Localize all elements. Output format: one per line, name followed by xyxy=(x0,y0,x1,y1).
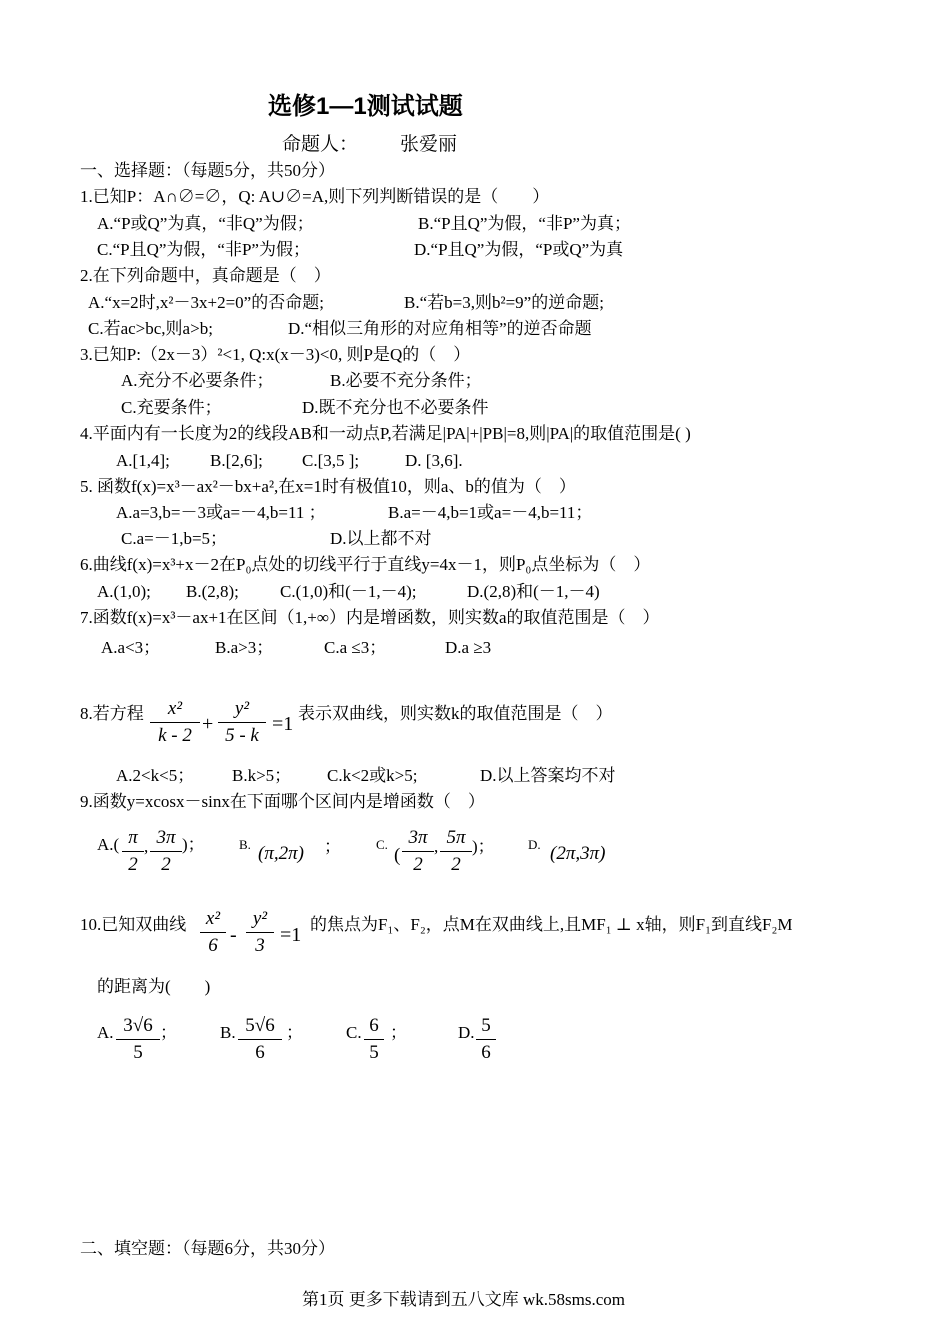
q8-fraction-1-denominator: k - 2 xyxy=(158,725,192,746)
q9-c-den1: 2 xyxy=(413,854,423,875)
q9-a-den1: 2 xyxy=(128,854,138,875)
q9-c-end: )； xyxy=(472,837,495,856)
q5-option-d: D.以上都不对 xyxy=(330,529,432,548)
q10-option-a-label: A. xyxy=(97,1023,114,1042)
q10-option-b-fraction xyxy=(238,1014,282,1065)
q9-option-d-value: (2π,3π) xyxy=(550,843,606,864)
q4-option-d: D. [3,6]. xyxy=(405,451,463,470)
page-title: 选修1—1测试试题 xyxy=(268,93,463,120)
section2-heading: 二、填空题：（每题6分，共30分） xyxy=(80,1239,335,1258)
q10-d-num: 5 xyxy=(481,1015,491,1036)
q9-stem: 9.函数y=xcosx－sinx在下面哪个区间内是增函数（ ） xyxy=(80,792,485,811)
q9-a-num2: 3π xyxy=(156,827,176,848)
q8-fraction-1-numerator: x² xyxy=(167,698,183,719)
section1-heading: 一、选择题：（每题5分，共50分） xyxy=(80,161,335,180)
q9-b-end: ； xyxy=(324,837,341,856)
q6-option-d: D.(2,8)和(－1,－4) xyxy=(467,582,600,601)
q8-fraction-2-numerator: y² xyxy=(234,698,250,719)
q4-option-a: A.[1,4]; xyxy=(116,451,170,470)
q9-c-num2: 5π xyxy=(446,827,466,848)
q10-option-d-fraction xyxy=(476,1014,496,1065)
q10-b-sep: ； xyxy=(286,1023,303,1042)
q10-den2: 3 xyxy=(255,935,265,956)
q9-a-end: )； xyxy=(182,835,205,854)
q9-c-den2: 2 xyxy=(451,854,461,875)
q10-line2: 的距离为( ) xyxy=(97,977,211,996)
q1-option-b: B.“P且Q”为假，“非P”为真； xyxy=(418,214,631,233)
q2-option-a: A.“x=2时,x²－3x+2=0”的否命题; xyxy=(88,293,324,312)
q10-fraction-1 xyxy=(200,907,226,958)
q9-a-num1: π xyxy=(128,827,138,848)
q7-option-a: A.a<3； xyxy=(101,638,161,657)
q7-option-c: C.a ≤3； xyxy=(324,638,387,657)
q10-fraction-2 xyxy=(246,907,274,958)
q8-option-d: D.以上答案均不对 xyxy=(480,766,616,785)
q8-suffix: 表示双曲线，则实数k的取值范围是（ ） xyxy=(298,704,613,723)
q10-option-c-label: C. xyxy=(346,1023,362,1042)
q10-num1: x² xyxy=(205,908,221,929)
author-name: 张爱丽 xyxy=(400,134,458,155)
q10-minus: - xyxy=(230,924,237,946)
q4-stem: 4.平面内有一长度为2的线段AB和一动点P,若满足|PA|+|PB|=8,则|PA|的取值范围是( ) xyxy=(80,424,691,443)
q6-stem: 6.曲线f(x)=x³+x－2在P₀点处的切线平行于直线y=4x－1，则P₀点坐标为（ ） xyxy=(80,555,651,574)
q2-option-c: C.若ac>bc,则a>b; xyxy=(88,319,213,338)
q4-option-b: B.[2,6]; xyxy=(210,451,263,470)
q9-option-c-fraction-2 xyxy=(440,826,472,877)
q10-c-num: 6 xyxy=(369,1015,379,1036)
q10-option-d-label: D. xyxy=(458,1023,475,1042)
q7-option-d: D.a ≥3 xyxy=(445,638,492,657)
q8-option-b: B.k>5； xyxy=(232,766,292,785)
q9-option-c-fraction-1 xyxy=(402,826,434,877)
q10-c-den: 5 xyxy=(369,1042,379,1063)
q10-option-a-fraction xyxy=(116,1014,160,1065)
q9-c-sep: , xyxy=(434,837,439,856)
q10-equals: =1 xyxy=(280,924,302,946)
q10-b-den: 6 xyxy=(255,1042,265,1063)
q9-option-c-label: C. xyxy=(376,837,388,852)
q3-option-d: D.既不充分也不必要条件 xyxy=(302,398,489,417)
q9-option-b-label: B. xyxy=(239,837,251,852)
q8-fraction-2-denominator: 5 - k xyxy=(225,725,259,746)
q10-b-num: 5√6 xyxy=(245,1015,275,1036)
q2-stem: 2.在下列命题中，真命题是（ ） xyxy=(80,266,331,285)
q5-option-a: A.a=3,b=－3或a=－4,b=11 ； xyxy=(116,503,326,522)
q5-option-c: C.a=－1,b=5； xyxy=(121,529,228,548)
q2-option-d: D.“相似三角形的对应角相等”的逆否命题 xyxy=(288,319,592,338)
q9-a-sep: , xyxy=(144,837,149,856)
q8-option-a: A.2<k<5； xyxy=(116,766,195,785)
q8-fraction-1 xyxy=(150,697,200,748)
q1-stem: 1.已知P：A∩∅=∅，Q: A∪∅=A,则下列判断错误的是（ ） xyxy=(80,187,550,206)
q10-num2: y² xyxy=(252,908,268,929)
q3-option-b: B.必要不充分条件； xyxy=(330,371,482,390)
q10-a-sep: ； xyxy=(160,1023,177,1042)
q9-option-d-label: D. xyxy=(528,837,541,852)
q3-option-a: A.充分不必要条件； xyxy=(121,371,274,390)
q8-fraction-2 xyxy=(218,697,266,748)
q8-prefix: 8.若方程 xyxy=(80,704,144,723)
q9-a-den2: 2 xyxy=(161,854,171,875)
q6-option-a: A.(1,0); xyxy=(97,582,151,601)
q5-option-b: B.a=－4,b=1或a=－4,b=11； xyxy=(388,503,593,522)
q8-equals: =1 xyxy=(272,713,294,735)
q7-stem: 7.函数f(x)=x³－ax+1在区间（1,+∞）内是增函数，则实数a的取值范围是（ ） xyxy=(80,608,660,627)
q6-option-c: C.(1,0)和(－1,－4); xyxy=(280,582,417,601)
q10-option-b-label: B. xyxy=(220,1023,236,1042)
q9-option-a-label: A.( xyxy=(97,835,120,854)
q3-stem: 3.已知P:（2x－3）²<1, Q:x(x－3)<0, 则P是Q的（ ） xyxy=(80,345,471,364)
q10-d-den: 6 xyxy=(481,1042,491,1063)
q9-option-a-fraction-2 xyxy=(150,826,182,877)
page-footer: 第1页 更多下载请到五八文库 wk.58sms.com xyxy=(302,1290,625,1309)
q10-a-num: 3√6 xyxy=(123,1015,153,1036)
q8-option-c: C.k<2或k>5; xyxy=(327,766,418,785)
q3-option-c: C.充要条件； xyxy=(121,398,222,417)
q2-option-b: B.“若b=3,则b²=9”的逆命题; xyxy=(404,293,604,312)
q4-option-c: C.[3,5 ]; xyxy=(302,451,360,470)
q7-option-b: B.a>3； xyxy=(215,638,274,657)
q8-plus: + xyxy=(202,713,214,735)
q10-prefix: 10.已知双曲线 xyxy=(80,915,187,934)
q10-c-sep: ； xyxy=(390,1023,407,1042)
q6-option-b: B.(2,8); xyxy=(186,582,239,601)
q9-option-a-fraction-1 xyxy=(122,826,144,877)
q10-option-c-fraction xyxy=(364,1014,384,1065)
q10-a-den: 5 xyxy=(133,1042,143,1063)
q9-c-num1: 3π xyxy=(408,827,428,848)
q1-option-d: D.“P且Q”为假，“P或Q”为真 xyxy=(414,240,624,259)
q10-den1: 6 xyxy=(208,935,218,956)
q9-option-b-value: (π,2π) xyxy=(258,843,304,864)
author-label: 命题人： xyxy=(282,134,359,155)
q9-c-open: ( xyxy=(394,845,401,866)
q1-option-c: C.“P且Q”为假，“非P”为假； xyxy=(97,240,310,259)
q1-option-a: A.“P或Q”为真，“非Q”为假； xyxy=(97,214,314,233)
q10-suffix: 的焦点为F₁、F₂，点M在双曲线上,且MF₁ ⊥ x轴，则F₁到直线F₂M xyxy=(310,915,793,934)
q5-stem: 5. 函数f(x)=x³－ax²－bx+a²,在x=1时有极值10，则a、b的值为（ ） xyxy=(80,477,576,496)
